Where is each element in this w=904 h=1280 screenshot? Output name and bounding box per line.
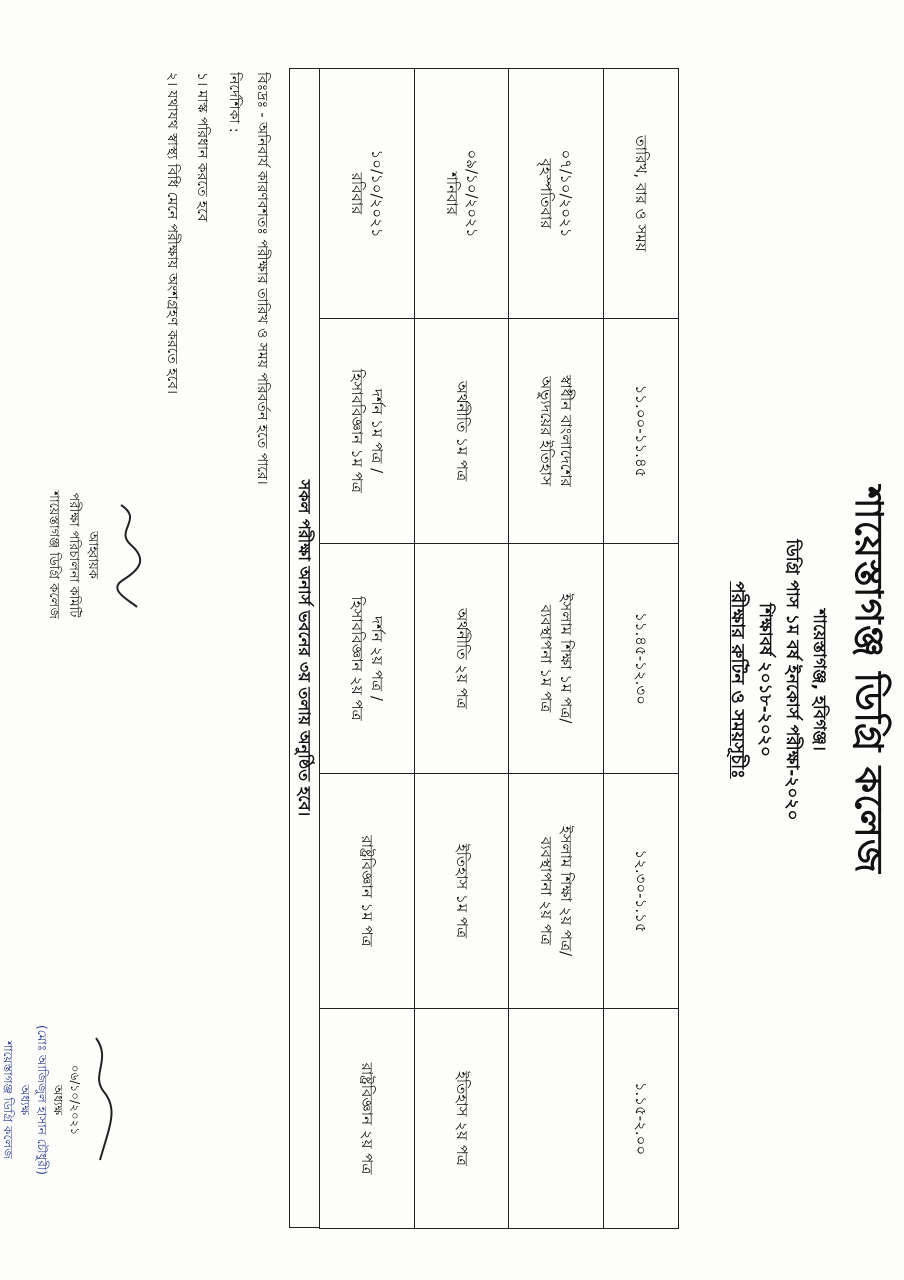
subject-line: ইসলাম শিক্ষা ২য় পত্র/ <box>557 825 576 957</box>
subject-cell <box>414 1009 509 1229</box>
header-slot-3: ১২.৩০-১.১৫ <box>604 774 679 1009</box>
subject-line: ইসলাম শিক্ষা ১ম পত্র/ <box>557 593 576 724</box>
subject-cell <box>509 319 604 544</box>
subject-line: ইতিহাস ২য় পত্র <box>452 1071 471 1166</box>
subject-line: রাষ্ট্রবিজ্ঞান ২য় পত্র <box>357 1062 376 1175</box>
subject-cell <box>414 774 509 1009</box>
subject-line: দর্শন ১ম পত্র / <box>368 388 387 474</box>
subject-line: দর্শন ২য় পত্র / <box>368 616 387 701</box>
subject-line: অর্থনীতি ২য় পত্র <box>452 608 471 709</box>
exam-venue-note: সকল পরীক্ষা অনার্স ভবনের ৩য় তলায় অনুষ্ঠিত হবে। <box>289 68 319 1228</box>
header-slot-1: ১১.০০-১১.৪৫ <box>604 319 679 544</box>
special-note: বিঃদ্রঃ - অনিবার্য কারণবশতঃ পরীক্ষার তারিখ ও সময় পরিবর্তন হতে পারে। <box>254 72 270 485</box>
exam-name: ডিগ্রি পাস ১ম বর্ষ ইনকোর্স পরীক্ষা-২০২০ <box>782 539 802 821</box>
date-cell <box>414 69 509 319</box>
table-row <box>414 69 509 1229</box>
subject-line: হিসাববিজ্ঞান ২য় পত্র <box>347 596 366 721</box>
principal-name: (মোঃ আজিজুল হাসান চৌধুরী) <box>34 1025 49 1175</box>
subject-cell <box>414 544 509 774</box>
subject-cell <box>320 544 415 774</box>
exam-day: বৃহস্পতিবার <box>537 158 556 229</box>
date-cell <box>320 69 415 319</box>
date-cell <box>509 69 604 319</box>
header-slot-4: ১.১৫-২.০০ <box>604 1009 679 1229</box>
subject-cell <box>509 774 604 1009</box>
signature-date: ০৬/১০/২০২১ <box>68 1064 83 1136</box>
routine-table <box>319 68 679 1229</box>
instruction-item: ১। মাস্ক পরিধান করতে হবে <box>194 72 210 222</box>
header-slot-2: ১১.৪৫-১২.৩০ <box>604 544 679 774</box>
exam-day: শনিবার <box>442 171 461 216</box>
college-location: শায়েস্তাগঞ্জ, হবিগঞ্জ। <box>809 608 829 752</box>
convener-signature-block <box>44 470 149 640</box>
principal-signature-block <box>0 975 114 1225</box>
subject-line: ইতিহাস ১ম পত্র <box>452 843 471 939</box>
institution-name: শায়েস্তাগঞ্জ ডিগ্রি কলেজ <box>46 491 62 619</box>
subject-line: হিসাববিজ্ঞান ১ম পত্র <box>347 369 366 493</box>
signature-scribble-icon <box>109 495 149 615</box>
subject-cell <box>509 544 604 774</box>
subject-cell <box>320 1009 415 1229</box>
signature-scribble-icon <box>88 1030 114 1170</box>
subject-line: রাষ্ট্রবিজ্ঞান ১ম পত্র <box>357 835 376 947</box>
exam-day: রবিবার <box>347 172 366 215</box>
subject-line: ব্যবস্থাপনা ২য় পত্র <box>537 836 556 946</box>
subject-line: ব্যবস্থাপনা ১ম পত্র <box>537 604 556 713</box>
college-name: শায়েস্তাগঞ্জ ডিগ্রি কলেজ <box>847 486 891 874</box>
table-header-row <box>604 69 679 1229</box>
principal-role: অধ্যক্ষ <box>51 1084 66 1116</box>
exam-date: ০৯/১০/২০২১ <box>462 149 481 238</box>
table-row <box>509 69 604 1229</box>
subject-cell <box>320 774 415 1009</box>
exam-date: ০৭/১০/২০২১ <box>557 149 576 238</box>
subject-line: অভ্যুদয়ের ইতিহাস <box>537 376 556 486</box>
header-date-time: তারিখ, বার ও সময় <box>604 69 679 319</box>
seal-institution: শায়েস্তাগঞ্জ ডিগ্রি কলেজ <box>1 1041 16 1159</box>
exam-date: ১০/১০/২০২১ <box>368 149 387 238</box>
subject-cell-empty <box>509 1009 604 1229</box>
seal-role: অধ্যক্ষ <box>17 1084 32 1116</box>
instructions-title: নির্দেশিকা : <box>226 72 242 133</box>
convener-role: আহ্বায়ক <box>85 531 101 579</box>
subject-line: অর্থনীতি ১ম পত্র <box>452 380 471 482</box>
instruction-item: ২। যথাযথ স্বাস্থ্য বিধি মেনে পরীক্ষায় অংশগ্রহণ করতে হবে। <box>164 72 180 395</box>
subject-cell <box>320 319 415 544</box>
routine-title: পরীক্ষার রুটিন ও সময়সূচীঃ <box>727 581 748 779</box>
subject-line: স্বাধীন বাংলাদেশের <box>557 375 576 487</box>
committee-name: পরীক্ষা পরিচালনা কমিটি <box>66 492 81 618</box>
academic-session: শিক্ষাবর্ষ ২০১৮-২০২০ <box>755 603 775 757</box>
table-row <box>320 69 415 1229</box>
subject-cell <box>414 319 509 544</box>
